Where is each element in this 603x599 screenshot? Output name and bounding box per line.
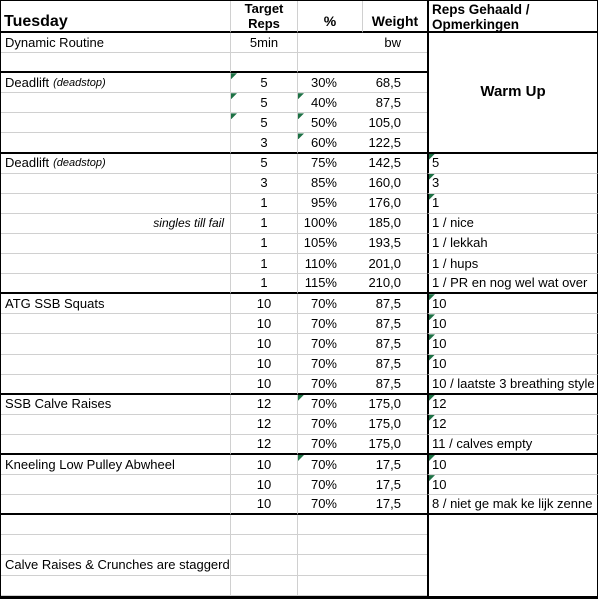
target-reps-cell-value: 12 xyxy=(256,396,272,412)
weight-cell-value: 160,0 xyxy=(368,175,401,191)
weight-cell[interactable] xyxy=(363,274,427,294)
weight-cell-value: 87,5 xyxy=(375,375,401,391)
target-reps-cell-value: 5 xyxy=(260,74,268,90)
weight-cell[interactable] xyxy=(363,395,427,415)
result-cell-value: 10 xyxy=(432,356,447,372)
target-reps-cell-value: 5 xyxy=(260,155,268,171)
exercise-cell[interactable] xyxy=(1,33,231,53)
target-reps-cell[interactable] xyxy=(231,334,298,354)
target-reps-cell-value: 12 xyxy=(256,435,272,451)
percent-cell-value: 115% xyxy=(304,275,337,291)
exercise-cell[interactable] xyxy=(1,455,231,475)
weight-cell[interactable] xyxy=(363,113,427,133)
target-reps-cell[interactable] xyxy=(231,455,298,475)
percent-cell[interactable] xyxy=(298,314,363,334)
exercise-cell[interactable] xyxy=(1,154,231,174)
result-cell-value: 1 / hups xyxy=(432,255,479,271)
exercise-cell[interactable] xyxy=(1,495,231,515)
comment-indicator-icon xyxy=(298,93,304,99)
result-cell[interactable] xyxy=(427,154,598,174)
result-cell-value: 10 / laatste 3 breathing style xyxy=(432,375,595,391)
percent-cell[interactable] xyxy=(298,234,363,254)
day-header-cell[interactable] xyxy=(1,1,231,33)
exercise-cell[interactable] xyxy=(1,194,231,214)
percent-cell[interactable] xyxy=(298,375,363,395)
exercise-cell[interactable] xyxy=(1,274,231,294)
percent-cell[interactable] xyxy=(298,415,363,435)
exercise-note-label: (deadstop) xyxy=(53,157,106,170)
result-cell-value: 11 / calves empty xyxy=(432,435,533,451)
weight-cell-value: 87,5 xyxy=(375,94,401,110)
exercise-cell[interactable] xyxy=(1,535,231,555)
weight-cell-value: 175,0 xyxy=(368,416,401,432)
percent-cell-value: 95% xyxy=(310,195,337,211)
target-reps-cell-value: 1 xyxy=(260,215,268,231)
percent-cell-value: 70% xyxy=(310,435,337,451)
percent-cell[interactable] xyxy=(298,214,363,234)
target-reps-header-label: Target Reps xyxy=(244,1,284,31)
target-reps-cell[interactable] xyxy=(231,194,298,214)
percent-header-cell[interactable] xyxy=(298,1,363,33)
weight-cell[interactable] xyxy=(363,254,427,274)
weight-cell-value: 175,0 xyxy=(368,435,401,451)
percent-cell[interactable] xyxy=(298,154,363,174)
target-reps-cell[interactable] xyxy=(231,113,298,133)
target-reps-cell-value: 10 xyxy=(256,335,272,351)
target-reps-cell-value: 10 xyxy=(256,375,272,391)
result-cell[interactable] xyxy=(427,355,598,375)
percent-cell[interactable] xyxy=(298,455,363,475)
result-cell[interactable] xyxy=(427,254,598,274)
weight-cell[interactable] xyxy=(363,214,427,234)
result-cell[interactable] xyxy=(427,375,598,395)
weight-header-cell[interactable] xyxy=(363,1,427,33)
target-reps-header-cell[interactable] xyxy=(231,1,298,33)
target-reps-cell[interactable] xyxy=(231,133,298,153)
weight-cell-value: 201,0 xyxy=(368,255,401,271)
weight-cell[interactable] xyxy=(363,334,427,354)
target-reps-cell[interactable] xyxy=(231,53,298,73)
target-reps-cell-value: 5 xyxy=(260,94,268,110)
target-reps-cell-value: 10 xyxy=(256,356,272,372)
exercise-label: Dynamic Routine xyxy=(5,34,104,50)
percent-cell-value: 70% xyxy=(310,396,337,412)
weight-cell[interactable] xyxy=(363,174,427,194)
weight-cell-value: 185,0 xyxy=(368,215,401,231)
target-reps-cell[interactable] xyxy=(231,395,298,415)
weight-cell[interactable] xyxy=(363,555,427,575)
exercise-cell[interactable] xyxy=(1,214,231,234)
side-note-label: singles till fail xyxy=(153,216,224,231)
result-cell[interactable] xyxy=(427,395,598,415)
percent-cell-value: 70% xyxy=(310,476,337,492)
percent-cell-value: 70% xyxy=(310,356,337,372)
exercise-cell[interactable] xyxy=(1,515,231,535)
weight-cell[interactable] xyxy=(363,455,427,475)
exercise-note-label: (deadstop) xyxy=(53,76,106,89)
target-reps-cell-value: 1 xyxy=(260,255,268,271)
exercise-cell[interactable] xyxy=(1,555,231,575)
result-cell[interactable] xyxy=(427,194,598,214)
weight-cell-value: bw xyxy=(384,34,401,50)
target-reps-cell-value: 3 xyxy=(260,134,268,150)
percent-header-label: % xyxy=(323,13,337,29)
target-reps-cell[interactable] xyxy=(231,254,298,274)
exercise-label: ATG SSB Squats xyxy=(5,295,105,311)
weight-cell[interactable] xyxy=(363,234,427,254)
percent-cell[interactable] xyxy=(298,495,363,515)
target-reps-cell[interactable] xyxy=(231,234,298,254)
percent-cell-value: 70% xyxy=(310,335,337,351)
target-reps-cell[interactable] xyxy=(231,154,298,174)
target-reps-cell[interactable] xyxy=(231,535,298,555)
percent-cell[interactable] xyxy=(298,355,363,375)
percent-cell-value: 70% xyxy=(310,315,337,331)
weight-cell[interactable] xyxy=(363,73,427,93)
result-cell-value: 1 / PR en nog wel wat over xyxy=(432,275,588,291)
percent-cell-value: 70% xyxy=(310,375,337,391)
percent-cell-value: 70% xyxy=(310,416,337,432)
percent-cell-value: 30% xyxy=(310,74,337,90)
exercise-cell[interactable] xyxy=(1,113,231,133)
percent-cell[interactable] xyxy=(298,274,363,294)
weight-cell-value: 176,0 xyxy=(368,195,401,211)
weight-cell-value: 210,0 xyxy=(368,275,401,291)
exercise-cell[interactable] xyxy=(1,355,231,375)
weight-cell[interactable] xyxy=(363,515,427,535)
percent-cell-value: 60% xyxy=(310,134,337,150)
target-reps-cell[interactable] xyxy=(231,515,298,535)
result-cell-value: 10 xyxy=(432,335,447,351)
target-reps-cell[interactable] xyxy=(231,294,298,314)
weight-cell[interactable] xyxy=(363,415,427,435)
result-cell-value: 12 xyxy=(432,396,447,412)
comment-indicator-icon xyxy=(231,73,237,79)
percent-cell[interactable] xyxy=(298,33,363,53)
weight-cell[interactable] xyxy=(363,314,427,334)
percent-cell[interactable] xyxy=(298,475,363,495)
percent-cell[interactable] xyxy=(298,133,363,153)
percent-cell-value: 40% xyxy=(310,94,337,110)
percent-cell[interactable] xyxy=(298,113,363,133)
weight-cell[interactable] xyxy=(363,154,427,174)
weight-cell-value: 105,0 xyxy=(368,114,401,130)
target-reps-cell-value: 12 xyxy=(256,416,272,432)
result-cell[interactable] xyxy=(427,495,598,515)
result-cell[interactable] xyxy=(427,455,598,475)
result-cell-value: 5 xyxy=(432,155,440,171)
comment-indicator-icon xyxy=(298,395,304,401)
exercise-label: Calve Raises & Crunches are staggerd xyxy=(5,556,230,572)
percent-cell[interactable] xyxy=(298,515,363,535)
exercise-cell[interactable] xyxy=(1,73,231,93)
weight-cell[interactable] xyxy=(363,495,427,515)
result-cell-value: 1 / nice xyxy=(432,215,474,231)
weight-cell-value: 122,5 xyxy=(368,134,401,150)
result-cell[interactable] xyxy=(427,274,598,294)
weight-cell[interactable] xyxy=(363,294,427,314)
result-cell-value: 3 xyxy=(432,175,440,191)
exercise-cell[interactable] xyxy=(1,294,231,314)
exercise-label: Deadlift xyxy=(5,155,50,171)
percent-cell[interactable] xyxy=(298,395,363,415)
result-cell-value: 1 / lekkah xyxy=(432,235,488,251)
target-reps-cell-value: 1 xyxy=(260,275,268,291)
exercise-cell[interactable] xyxy=(1,174,231,194)
percent-cell[interactable] xyxy=(298,294,363,314)
weight-cell-value: 87,5 xyxy=(375,335,401,351)
result-cell-value: 1 xyxy=(432,195,440,211)
percent-cell[interactable] xyxy=(298,194,363,214)
percent-cell[interactable] xyxy=(298,576,363,596)
comment-indicator-icon xyxy=(298,113,304,119)
target-reps-cell[interactable] xyxy=(231,555,298,575)
weight-cell-value: 175,0 xyxy=(368,396,401,412)
exercise-cell[interactable] xyxy=(1,133,231,153)
weight-cell[interactable] xyxy=(363,53,427,73)
weight-cell[interactable] xyxy=(363,33,427,53)
weight-cell-value: 142,5 xyxy=(368,155,401,171)
exercise-cell[interactable] xyxy=(1,576,231,596)
weight-cell[interactable] xyxy=(363,375,427,395)
percent-cell[interactable] xyxy=(298,254,363,274)
exercise-cell[interactable] xyxy=(1,375,231,395)
target-reps-cell-value: 10 xyxy=(256,315,272,331)
target-reps-cell[interactable] xyxy=(231,375,298,395)
percent-cell-value: 85% xyxy=(310,175,337,191)
target-reps-cell[interactable] xyxy=(231,576,298,596)
day-header-label: Tuesday xyxy=(4,13,68,30)
result-cell[interactable] xyxy=(427,294,598,314)
result-cell[interactable] xyxy=(427,234,598,254)
target-reps-cell[interactable] xyxy=(231,274,298,294)
target-reps-cell[interactable] xyxy=(231,314,298,334)
result-cell-value: 10 xyxy=(432,315,447,331)
empty-notes-cell[interactable] xyxy=(427,515,598,595)
weight-header-label: Weight xyxy=(371,13,419,29)
target-reps-cell[interactable] xyxy=(231,415,298,435)
comment-indicator-icon xyxy=(298,455,304,461)
weight-cell-value: 17,5 xyxy=(375,476,401,492)
percent-cell[interactable] xyxy=(298,73,363,93)
target-reps-cell-value: 10 xyxy=(256,496,272,512)
result-header-cell[interactable] xyxy=(427,1,598,33)
result-cell-value: 10 xyxy=(432,295,447,311)
weight-cell[interactable] xyxy=(363,133,427,153)
exercise-cell[interactable] xyxy=(1,53,231,73)
exercise-cell[interactable] xyxy=(1,334,231,354)
comment-indicator-icon xyxy=(231,113,237,119)
result-cell-value: 10 xyxy=(432,456,447,472)
weight-cell[interactable] xyxy=(363,355,427,375)
percent-cell-value: 50% xyxy=(310,114,337,130)
percent-cell-value: 70% xyxy=(310,295,337,311)
exercise-cell[interactable] xyxy=(1,395,231,415)
weight-cell[interactable] xyxy=(363,576,427,596)
weight-cell[interactable] xyxy=(363,435,427,455)
warm-up-label: Warm Up xyxy=(480,83,546,101)
weight-cell-value: 17,5 xyxy=(375,456,401,472)
weight-cell-value: 68,5 xyxy=(375,74,401,90)
result-header-label: Reps Gehaald / Opmerkingen xyxy=(432,2,530,32)
percent-cell-value: 105% xyxy=(303,235,337,251)
percent-cell[interactable] xyxy=(298,535,363,555)
result-cell[interactable] xyxy=(427,214,598,234)
target-reps-cell[interactable] xyxy=(231,33,298,53)
exercise-cell[interactable] xyxy=(1,234,231,254)
weight-cell[interactable] xyxy=(363,194,427,214)
target-reps-cell[interactable] xyxy=(231,355,298,375)
percent-cell[interactable] xyxy=(298,555,363,575)
target-reps-cell[interactable] xyxy=(231,214,298,234)
result-cell[interactable] xyxy=(427,174,598,194)
exercise-cell[interactable] xyxy=(1,314,231,334)
target-reps-cell-value: 1 xyxy=(260,235,268,251)
target-reps-cell[interactable] xyxy=(231,435,298,455)
percent-cell-value: 75% xyxy=(310,155,337,171)
result-cell-value: 12 xyxy=(432,416,447,432)
exercise-label: SSB Calve Raises xyxy=(5,396,112,412)
exercise-label: Kneeling Low Pulley Abwheel xyxy=(5,456,175,472)
target-reps-cell[interactable] xyxy=(231,73,298,93)
weight-cell-value: 87,5 xyxy=(375,356,401,372)
percent-cell-value: 100% xyxy=(303,215,337,231)
percent-cell[interactable] xyxy=(298,53,363,73)
comment-indicator-icon xyxy=(298,133,304,139)
warm-up-merged-cell[interactable] xyxy=(427,33,598,154)
result-cell-value: 8 / niet ge mak ke lijk zenne xyxy=(432,496,593,512)
target-reps-cell-value: 10 xyxy=(256,295,272,311)
weight-cell[interactable] xyxy=(363,535,427,555)
exercise-cell[interactable] xyxy=(1,475,231,495)
weight-cell[interactable] xyxy=(363,93,427,113)
weight-cell-value: 193,5 xyxy=(368,235,401,251)
target-reps-cell[interactable] xyxy=(231,475,298,495)
result-cell[interactable] xyxy=(427,334,598,354)
result-cell[interactable] xyxy=(427,475,598,495)
exercise-cell[interactable] xyxy=(1,435,231,455)
result-cell-value: 10 xyxy=(432,476,447,492)
target-reps-cell[interactable] xyxy=(231,495,298,515)
exercise-cell[interactable] xyxy=(1,93,231,113)
target-reps-cell-value: 10 xyxy=(256,476,272,492)
percent-cell[interactable] xyxy=(298,435,363,455)
percent-cell-value: 110% xyxy=(304,255,337,271)
result-cell[interactable] xyxy=(427,415,598,435)
percent-cell-value: 70% xyxy=(310,496,337,512)
target-reps-cell[interactable] xyxy=(231,93,298,113)
target-reps-cell-value: 10 xyxy=(256,456,272,472)
exercise-cell[interactable] xyxy=(1,254,231,274)
weight-cell[interactable] xyxy=(363,475,427,495)
result-cell[interactable] xyxy=(427,314,598,334)
percent-cell[interactable] xyxy=(298,334,363,354)
comment-indicator-icon xyxy=(231,93,237,99)
percent-cell-value: 70% xyxy=(310,456,337,472)
exercise-cell[interactable] xyxy=(1,415,231,435)
weight-cell-value: 87,5 xyxy=(375,315,401,331)
weight-cell-value: 17,5 xyxy=(375,496,401,512)
percent-cell[interactable] xyxy=(298,93,363,113)
result-cell[interactable] xyxy=(427,435,598,455)
percent-cell[interactable] xyxy=(298,174,363,194)
exercise-label: Deadlift xyxy=(5,74,50,90)
target-reps-cell-value: 3 xyxy=(260,175,268,191)
weight-cell-value: 87,5 xyxy=(375,295,401,311)
target-reps-cell-value: 5min xyxy=(249,34,279,50)
target-reps-cell-value: 1 xyxy=(260,195,268,211)
target-reps-cell[interactable] xyxy=(231,174,298,194)
target-reps-cell-value: 5 xyxy=(260,114,268,130)
